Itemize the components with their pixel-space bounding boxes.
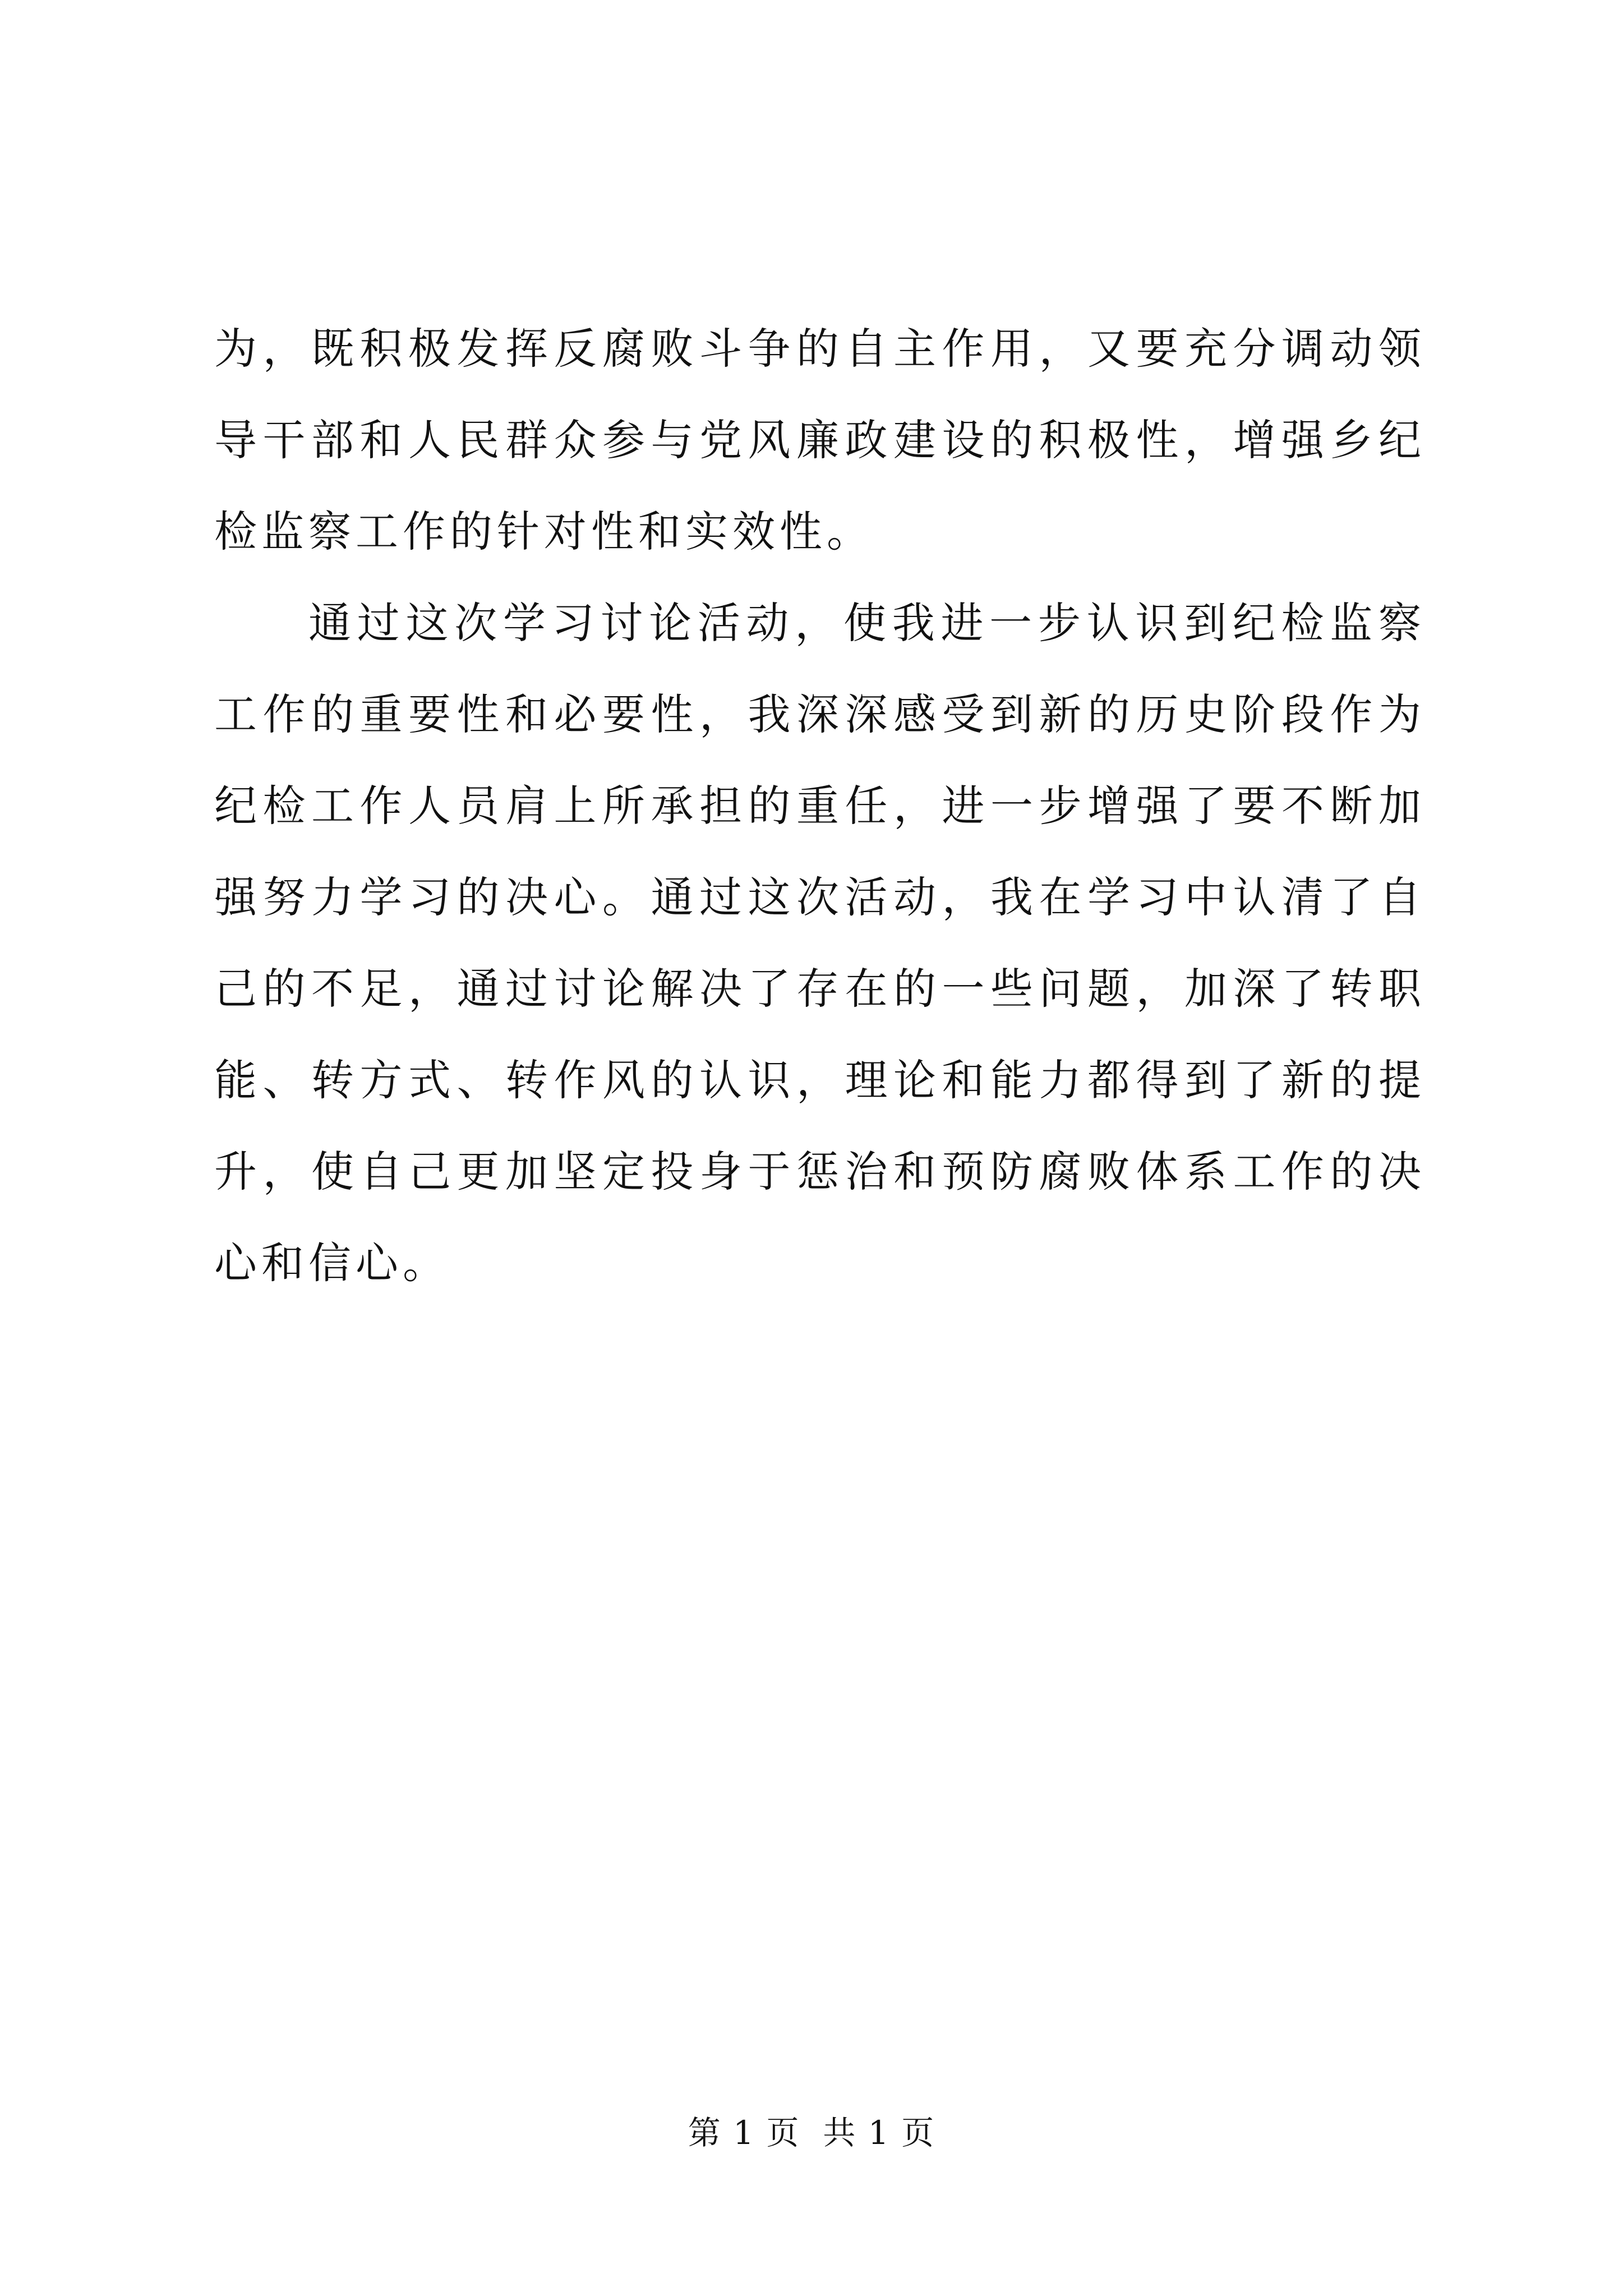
page-footer: 第 1 页 共 1 页 (688, 2114, 935, 2152)
paragraph-reflection: 通过这次学习讨论活动，使我进一步认识到纪检监察工作的重要性和必要性，我深深感受到新的历史阶段作为纪检工作人员肩上所承担的重任，进一步增强了要不断加强努力学习的决心。通过这次活动，我在学习中认清了自己的不足，通过讨论解决了存在的一些问题，加深了转职能、转方式、转作风的认识，理论和能力都得到了新的提升，使自己更加坚定投身于惩治和预防腐败体系工作的决心和信心。 (214, 598, 1426, 1288)
document-body (214, 303, 1426, 1309)
paragraph-continuation: 为，既积极发挥反腐败斗争的自主作用，又要充分调动领导干部和人民群众参与党风廉政建设的积极性，增强乡纪检监察工作的针对性和实效性。 (214, 324, 1426, 556)
